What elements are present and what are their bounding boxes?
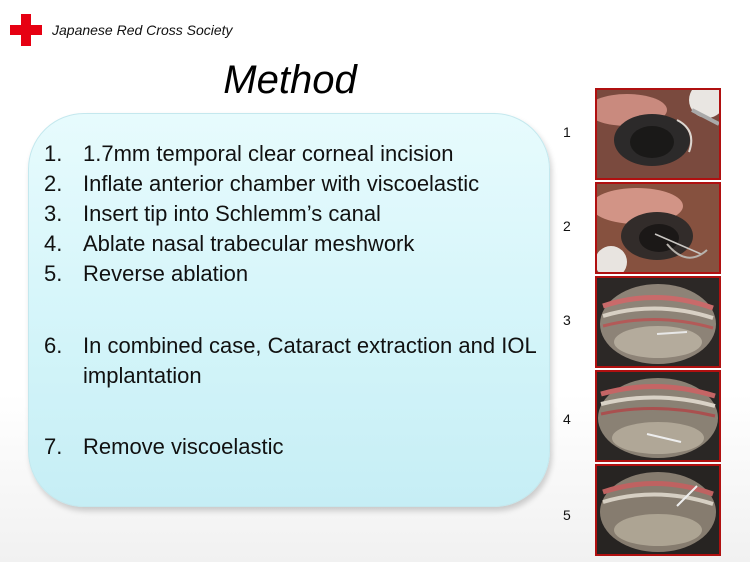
step-text: In combined case, Cataract extraction and IOL implantation [83, 333, 536, 388]
step-text: 1.7mm temporal clear corneal incision [83, 141, 454, 166]
step-text: Remove viscoelastic [83, 434, 284, 459]
surgery-frame-2 [595, 182, 721, 274]
frame-label: 1 [563, 124, 571, 140]
steps-list [44, 139, 544, 462]
surgery-frame-4 [595, 370, 721, 462]
slide-title: Method [223, 58, 357, 102]
surgery-frame-5 [595, 464, 721, 556]
surgery-frame-1 [595, 88, 721, 180]
step-item [44, 259, 544, 289]
frame-label: 5 [563, 507, 571, 523]
header-org [10, 14, 233, 46]
step-text: Insert tip into Schlemm’s canal [83, 201, 381, 226]
step-item [44, 169, 544, 199]
surgery-frame-3 [595, 276, 721, 368]
step-number: 1. [44, 141, 63, 166]
step-number: 6. [44, 333, 63, 358]
step-text: Ablate nasal trabecular meshwork [83, 231, 415, 256]
step-item [44, 199, 544, 229]
step-text: Reverse ablation [83, 261, 249, 286]
step-number: 5. [44, 261, 63, 286]
red-cross-icon [10, 14, 42, 46]
step-item [44, 229, 544, 259]
frame-label: 4 [563, 411, 571, 427]
step-number: 3. [44, 201, 63, 226]
org-name: Japanese Red Cross Society [52, 22, 233, 38]
step-number: 4. [44, 231, 63, 256]
step-item [44, 139, 544, 169]
step-number: 2. [44, 171, 63, 196]
step-item [44, 432, 544, 462]
frame-label: 3 [563, 312, 571, 328]
step-number: 7. [44, 434, 63, 459]
step-item [44, 331, 544, 391]
step-text: Inflate anterior chamber with viscoelastic [83, 171, 480, 196]
frame-label: 2 [563, 218, 571, 234]
surgery-frames [595, 88, 721, 558]
